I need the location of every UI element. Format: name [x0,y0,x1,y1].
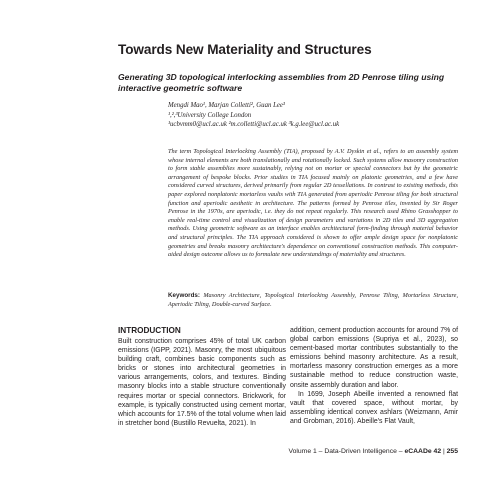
page-number: 255 [446,448,458,455]
keywords-label: Keywords: [168,292,200,299]
footer-separator: | [443,448,445,455]
keywords [168,292,458,309]
intro-paragraph-1: Built construction comprises 45% of total UK carbon emissions (IGPP, 2021). Masonry, the most ubiquitous building craft, combines basic components such as bricks or stones into architectural geometries in various arrangements, colors, and textures. Binding masonry blocks into a stable structure conventionally requires mortar or special connectors. Brickwork, for example, is typically constructed using cement mortar, which accounts for 17.5% of the total volume when laid in stretcher bond (Bustillo Revuelta, 2021). In [118,338,286,427]
paper-subtitle: Generating 3D topological interlocking assemblies from 2D Penrose tiling using interactive geometric software [118,72,445,93]
footer-conference: eCAADe 42 [404,448,442,455]
intro-paragraph-2: addition, cement production accounts for around 7% of global carbon emissions (Supriya et al., 2023), so cement-based mortar contributes substantially to the emissions behind masonry architecture. As a result, mortarless masonry construction emerges as a more sustainable method to reduce construction waste, onsite assembly duration and labor. [290,327,458,389]
author-affiliation: ¹,²,³University College London [168,111,252,119]
abstract: The term Topological Interlocking Assembly (TIA), proposed by A.V. Dyskin et al., refers to an assembly system whose internal elements are both translationally and rotationally locked. Such systems allow masonry construction to form stable assemblies more sustainably, relying not on mortar or special connectors but by the geometric arrangement of bespoke blocks. Prior studies in TIA focused mainly on platonic geometries, and a few have considered curved structures, derived primarily from regular 2D tessellations. In contrast to existing methods, this paper explored nonplatonic mortarless vaults with TIA generated from aperiodic Penrose tiling for both structural function and aperiodic aesthetic in architecture. The patterns formed by Penrose tiles, invented by Sir Roger Penrose in the 1970s, are aperiodic, i.e. they do not repeat regularly. This research used Rhino Grasshopper to enable real-time control and visualization of design parameters and variations in 2D tiles and 3D aggregation methods. Using geometric software as an interface enables architectural form-finding through material behavior and structural principles. The TIA approach considered is shown to offer ample design space for nonplatonic geometries and breaks masonry architecture's dependence on conventional construction methods. This computer-aided design outcome allows us to formulate new understandings of materiality and structures. [168,148,458,259]
left-column [118,326,286,428]
right-column [290,326,458,426]
paper-title: Towards New Materiality and Structures [118,42,372,57]
intro-paragraph-3: In 1699, Joseph Abeille invented a renowned flat vault that covered space, without mortar, by assembling identical convex ashlars (Weizmann, Amir and Grobman, 2016). Abeille's Flat Vault, [290,390,458,425]
footer-volume: Volume 1 – Data-Driven Intelligence – [288,448,403,455]
page-footer [252,448,458,455]
author-emails: ¹ucbvmm0@ucl.ac.uk ²m.colletti@ucl.ac.uk ³k.g.lee@ucl.ac.uk [168,121,340,129]
keywords-text: Masonry Architecture, Topological Interlocking Assembly, Penrose Tiling, Mortarless Structure, Aperiodic Tiling, Double-curved Surface. [168,292,459,308]
author-names: Mengdi Mao¹, Marjan Colletti², Guan Lee³ [168,102,285,109]
author-block [168,101,458,130]
section-heading-introduction: INTRODUCTION [118,326,181,335]
